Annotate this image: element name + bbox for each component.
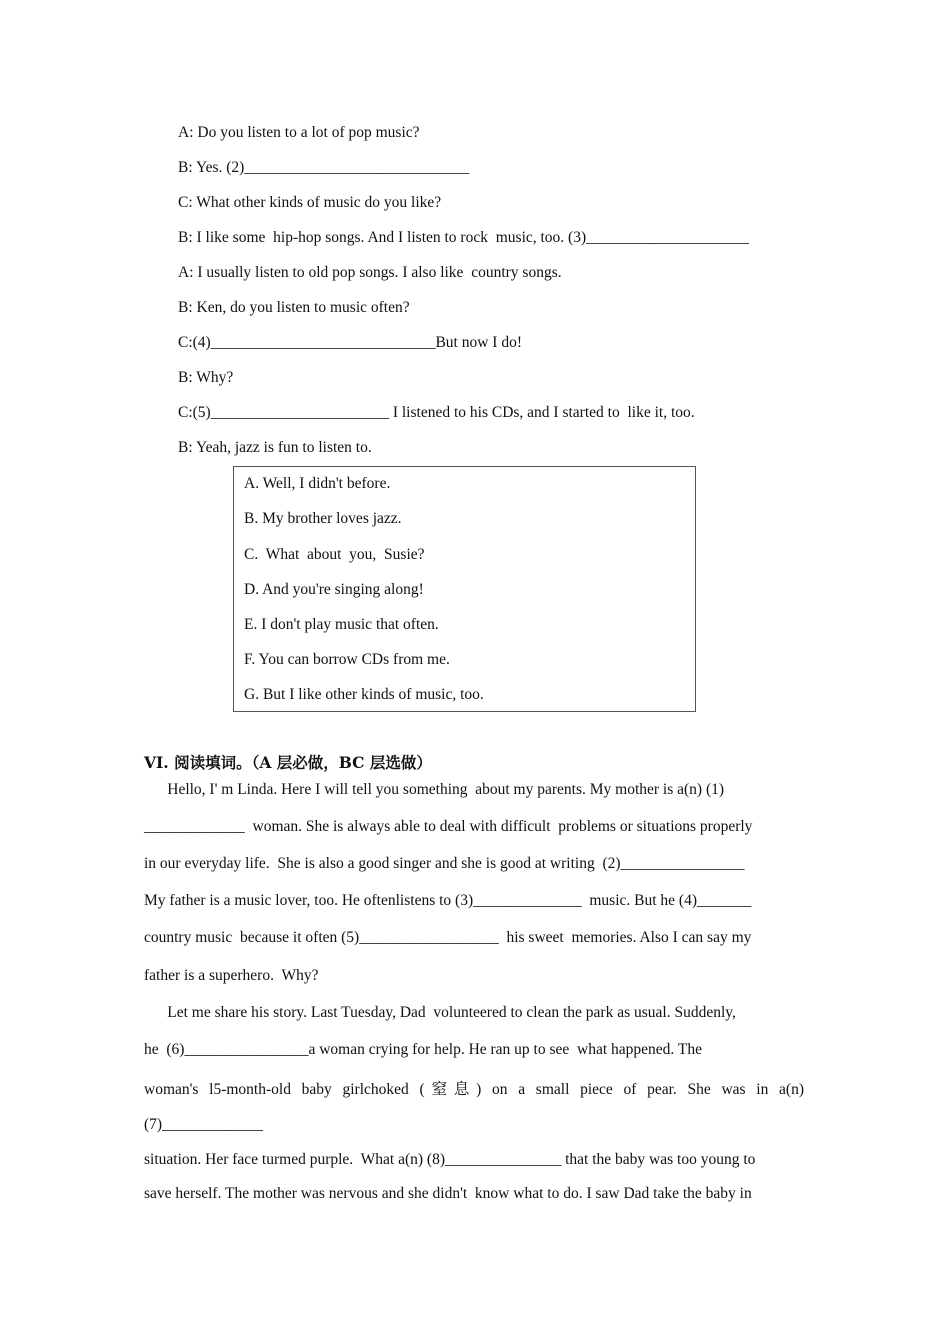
passage-line-4: My father is a music lover, too. He oftenlistens to (3)______________ music. But he (4)_______: [144, 892, 752, 909]
passage-line-12: save herself. The mother was nervous and she didn't know what to do. I saw Dad take the baby in: [144, 1185, 752, 1202]
passage-line-9: woman's l5-month-old baby girlchoked (窒息) on a small piece of pear. She was in a(n): [144, 1081, 804, 1098]
passage-line-3: in our everyday life. She is also a good singer and she is good at writing (2)________________: [144, 855, 745, 872]
passage-line-8: he (6)________________a woman crying for help. He ran up to see what happened. The: [144, 1041, 702, 1058]
option-d: D. And you're singing along!: [244, 581, 424, 598]
dialogue-line-2: B: Yes. (2)_____________________________: [178, 159, 470, 176]
section-heading: VI. 阅读填词。（A 层必做，BC 层选做）: [144, 753, 432, 772]
dialogue-line-10: B: Yeah, jazz is fun to listen to.: [178, 439, 372, 456]
option-g: G. But I like other kinds of music, too.: [244, 686, 484, 703]
option-b: B. My brother loves jazz.: [244, 510, 402, 527]
dialogue-line-4: B: I like some hip-hop songs. And I listen to rock music, too. (3)_____________________: [178, 229, 749, 246]
passage-line-6: father is a superhero. Why?: [144, 967, 319, 984]
dialogue-line-1: A: Do you listen to a lot of pop music?: [178, 124, 420, 141]
dialogue-line-9: C:(5)_______________________ I listened to his CDs, and I started to like it, too.: [178, 404, 695, 421]
option-f: F. You can borrow CDs from me.: [244, 651, 450, 668]
passage-line-2: _____________ woman. She is always able to deal with difficult problems or situations properly: [144, 818, 753, 835]
dialogue-line-5: A: I usually listen to old pop songs. I also like country songs.: [178, 264, 562, 281]
option-e: E. I don't play music that often.: [244, 616, 439, 633]
passage-line-7: Let me share his story. Last Tuesday, Dad volunteered to clean the park as usual. Suddenly,: [144, 1004, 736, 1021]
passage-line-11: situation. Her face turmed purple. What a(n) (8)_______________ that the baby was too young to: [144, 1151, 756, 1168]
option-c: C. What about you, Susie?: [244, 546, 425, 563]
option-a: A. Well, I didn't before.: [244, 475, 391, 492]
dialogue-line-3: C: What other kinds of music do you like?: [178, 194, 442, 211]
passage-line-10: (7)_____________: [144, 1116, 263, 1133]
passage-line-5: country music because it often (5)__________________ his sweet memories. Also I can say my: [144, 929, 752, 946]
passage-line-1: Hello, I' m Linda. Here I will tell you something about my parents. My mother is a(n) (1): [144, 781, 725, 798]
dialogue-line-7: C:(4)_____________________________But now I do!: [178, 334, 523, 351]
dialogue-line-8: B: Why?: [178, 369, 234, 386]
dialogue-line-6: B: Ken, do you listen to music often?: [178, 299, 410, 316]
